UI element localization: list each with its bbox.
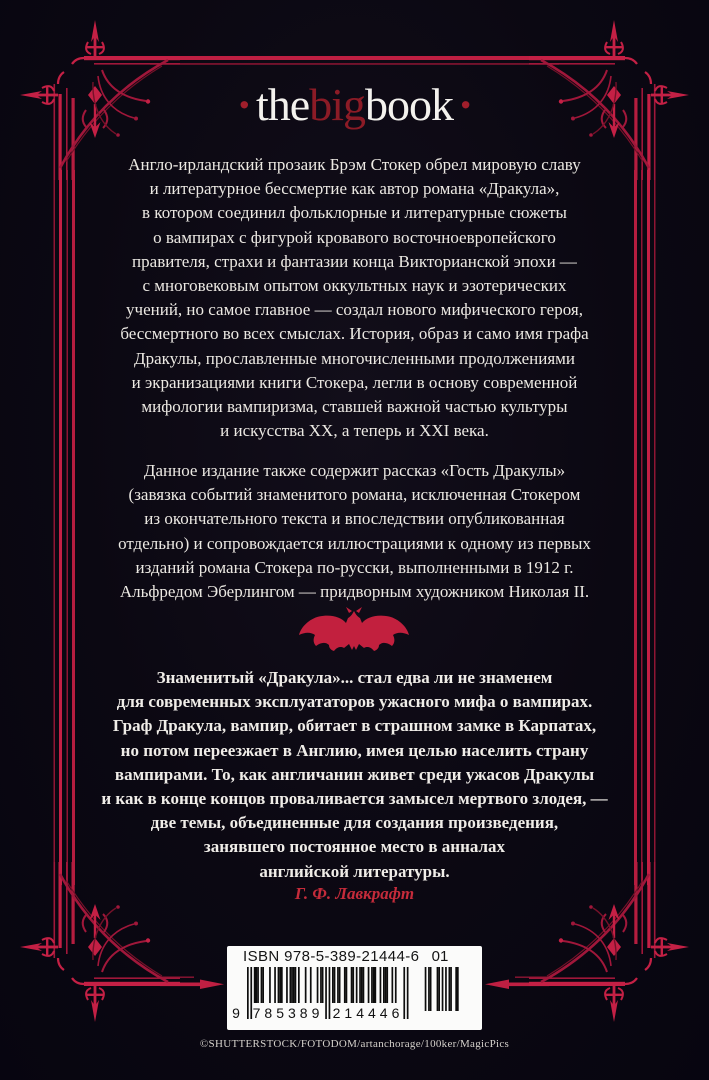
annotation-paragraph-1 <box>58 153 651 443</box>
text-line: Граф Дракула, вампир, обитает в страшном замке в Карпатах, <box>112 716 597 736</box>
publisher-logo-thebigbook <box>0 80 709 131</box>
text-line: с многовековым опытом оккультных наук и эзотерических <box>142 276 567 296</box>
quote-author: Г. Ф. Лавкрафт <box>294 884 415 903</box>
review-quote <box>58 666 651 884</box>
text-line: Альфредом Эберлингом — придворным художником Николая II. <box>119 582 590 602</box>
barcode-digit-lead: 9 <box>232 1005 240 1021</box>
text-line: Англо-ирландский прозаик Брэм Стокер обрел мировую славу <box>128 155 581 174</box>
text-line: бессмертного во всех смыслах. История, образ и само имя графа <box>120 324 589 344</box>
logo-word-book: book <box>364 79 453 130</box>
text-line: английской литературы. <box>259 861 450 881</box>
text-line: в котором соединил фольклорные и литературные сюжеты <box>142 203 567 223</box>
text-line: Знаменитый «Дракула»... стал едва ли не знаменем <box>156 668 553 687</box>
text-line: о вампирах с фигурой кровавого восточноевропейского <box>153 227 556 247</box>
text-line: для современных эксплуататоров ужасного мифа о вампирах. <box>116 692 593 712</box>
barcode-digit-group-right: 214446 <box>332 1005 404 1021</box>
text-line: и литературное бессмертие как автор романа «Дракула», <box>149 179 560 199</box>
logo-dot-left: · <box>236 79 251 130</box>
text-line: две темы, объединенные для создания произведения, <box>150 813 559 833</box>
text-line: мифологии вампиризма, ставшей важной частью культуры <box>141 397 568 417</box>
text-line: занявшего постоянное место в анналах <box>203 837 506 857</box>
text-line: правителя, страхи и фантазии конца Викторианской эпохи — <box>132 251 577 271</box>
logo-word-big: big <box>309 79 365 130</box>
barcode-digit-group-left: 785389 <box>252 1005 324 1021</box>
logo-word-the: the <box>256 79 310 130</box>
photo-credits: ©SHUTTERSTOCK/FOTODOM/artanchorage/100ker/MagicPics <box>199 1038 510 1050</box>
barcode-addon-label: 01 <box>431 948 449 965</box>
text-line: из окончательного текста и впоследствии опубликованная <box>144 509 565 529</box>
barcode-panel <box>227 946 482 1030</box>
logo-dot-right: · <box>457 79 473 130</box>
text-line: и как в конце концов проваливается замысел мертвого злодея, — <box>101 789 608 809</box>
text-line: и искусства XX, а теперь и XXI века. <box>220 421 489 441</box>
text-line: вампирами. То, как англичанин живет среди ужасов Дракулы <box>114 764 595 784</box>
text-line: изданий романа Стокера по-русски, выполненными в 1912 г. <box>135 557 574 577</box>
annotation-paragraph-2 <box>58 459 651 604</box>
text-line: (завязка событий знаменитого романа, исключенная Стокером <box>128 485 581 505</box>
text-line: но потом переезжает в Англию, имея целью населить страну <box>120 740 589 760</box>
bat-icon <box>299 606 409 652</box>
text-line: Дракулы, прославленные многочисленными продолжениями <box>133 348 576 368</box>
isbn-label: ISBN 978-5-389-21444-6 <box>243 948 420 965</box>
text-line: и экранизациями книги Стокера, легли в основу современной <box>131 372 578 392</box>
text-line: отдельно) и сопровождается иллюстрациями к одному из первых <box>118 533 591 553</box>
text-line: Данное издание также содержит рассказ «Гость Дракулы» <box>143 461 566 480</box>
text-line: учений, но самое главное — создал нового мифического героя, <box>126 300 583 320</box>
